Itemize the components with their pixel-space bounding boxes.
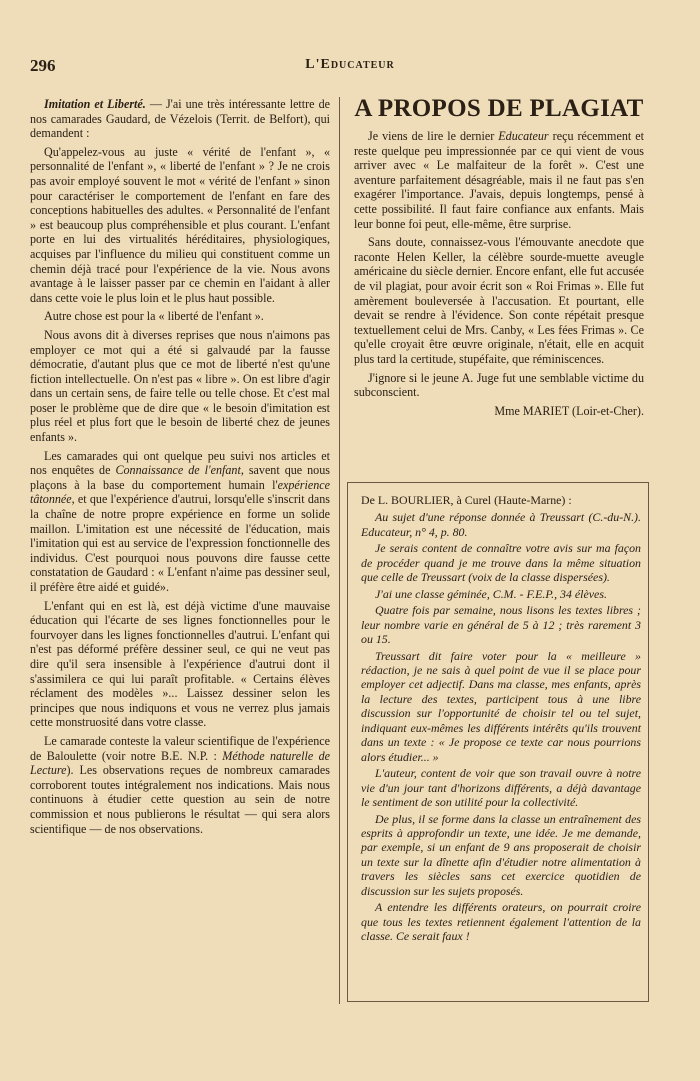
left-paragraph: Imitation et Liberté. — J'ai une très intéressante lettre de nos camarades Gaudard, de Vézelois (Territ. de Belfort), qui demandent :: [30, 97, 330, 141]
letter-paragraph: De plus, il se forme dans la classe un entraînement des esprits à approfondir un texte, une idée. Je me demande, par exemple, si un enfant de 9 ans proposerait de choisir un texte sur la dînette afin d'étudier notre alimentation à travers les siècles sans cet exercice quotidien de discussion sur les sujets proposés.: [361, 811, 641, 898]
letter-paragraph: Au sujet d'une réponse donnée à Treussart (C.-du-N.). Educateur, n° 4, p. 80.: [361, 510, 641, 539]
left-paragraph: Qu'appelez-vous au juste « vérité de l'enfant », « personnalité de l'enfant », « liberté de l'enfant » ? Je ne crois pas avoir employé souvent le mot « vérité de l'enfant » sinon pour caractériser le comportement de l'enfant en fare des conceptions habituelles des adultes. « Personnalité de l'enfant » est beaucoup plus compréhensible et plus courant. L'enfant porte en lui des virtualités héréditaires, physiologiques, acquises par l'influence du milieu qui constituent comme un chemin déjà tracé pour l'expérience de la vie. Nous avons avantage à le laisser passer par ce chemin en l'aidant à aller dans cette voie le plus loin et le plus haut possible.: [30, 144, 330, 305]
letter-paragraph: Treussart dit faire voter pour la « meilleure » rédaction, je ne sais à quel point de vue il se place pour employer cet adjectif. Dans ma classe, mes enfants, après la lecture des textes, participent tous à une libre discussion sur l'opportunité de choisir tel ou tel sujet, indiquant eux-mêmes les différents intérêts qu'ils trouvent dans un texte : « Je propose ce texte car nous pourrions alors étudier... »: [361, 648, 641, 764]
letter-paragraph: Je serais content de connaître votre avis sur ma façon de procéder quand je me trouve dans la même situation que celle de Treussart (voix de la classe dispersées).: [361, 541, 641, 585]
article-title: A PROPOS DE PLAGIAT: [354, 95, 644, 122]
right-paragraph: Je viens de lire le dernier Educateur reçu récemment et reste quelque peu impressionnée par ce qui vient de vous arriver avec « Le malfaiteur de la forêt ». C'est une aventure parfaitement désagréable, mais il ne faut pas s'en exagérer l'importance. J'avais, depuis longtemps, pensé à cette possibilité. Il faut faire confiance aux enfants. Mais leur bonne foi peut, elle-même, être surprise.: [354, 129, 644, 231]
letter-paragraph: Quatre fois par semaine, nous lisons les textes libres ; leur nombre varie en général de 5 à 12 ; très rarement 3 ou 15.: [361, 603, 641, 647]
right-paragraph: Sans doute, connaissez-vous l'émouvante anecdote que raconte Helen Keller, la célèbre sourde-muette aveugle américaine du siècle dernier. Encore enfant, elle fut accusée de vil plagiat, pour avoir écrit son « Roi Frimas ». Elle fut amèrement bouleversée à l'accusation. Et pourtant, elle devait se rendre à l'évidence. Son conte répétait presque textuellement celui de Mrs. Canby, « Les fées Frimas ». Ce qu'elle croyait être œuvre originale, n'était, elle en acquit plus tard la certitude, stupéfaite, que réminiscences.: [354, 235, 644, 366]
page-header: [30, 56, 670, 78]
left-paragraph: Le camarade conteste la valeur scientifique de l'expérience de Baloulette (voir notre B.E. N.P. : Méthode naturelle de Lecture). Les observations reçues de nombreux camarades corroborent toutes intégralement nos indications. Mais nous continuons à étudier cette question au sein de notre commission et nous publierons le résultat — qui sera alors scientifique — de nos observations.: [30, 733, 330, 836]
left-paragraph: L'enfant qui en est là, est déjà victime d'une mauvaise éducation qui l'écarte de ses lignes fonctionnelles pour le fourvoyer dans les lignes fonctionnelles d'autrui. L'enfant qui n'est pas déformé préfère dessiner seul, ce qui ne veut pas dire qu'il sera insensible à l'expérience d'autrui dont il s'assimilera ce qui lui paraît profitable. « Certains élèves réclament des modèles »... Laissez dessiner selon les principes que nous indiquons et vous ne verrez plus jamais cette monstruosité dans votre classe.: [30, 598, 330, 730]
journal-title: L'Educateur: [305, 57, 395, 72]
left-paragraph: Autre chose est pour la « liberté de l'enfant ».: [44, 309, 264, 324]
section-heading: Imitation et Liberté.: [44, 97, 146, 111]
signature: Mme MARIET (Loir-et-Cher).: [494, 403, 644, 418]
left-paragraph: Nous avons dit à diverses reprises que nous n'aimons pas employer ce mot qui a été si galvaudé par la fausse démocratie, d'autant plus que ce mot de liberté n'est qu'une fiction intellectuelle. On n'est pas « libre ». On est libre d'agir dans un certain sens, de faire telle ou telle chose. Et c'est mal poser le problème que de dire que « le besoin d'imitation est plus réel et plus fort que le besoin de liberté chez de jeunes enfants ».: [30, 327, 330, 445]
column-divider: [339, 97, 340, 1004]
left-paragraph: Les camarades qui ont quelque peu suivi nos articles et nos enquêtes de Connaissance de l'enfant, savent que nous plaçons à la base du comportement humain l'expérience tâtonnée, et que l'expérience d'autrui, lorsqu'elle s'inscrit dans la chaîne de notre propre expérience en forme un solide maillon. L'imitation est une nécessité de l'éducation, mais l'imitation qui est au service de l'expression fonctionnelle des individus. C'est pourquoi nous pouvons dire fausse cette constatation de Gaudard : « L'enfant n'aime pas dessiner seul, il préfère être aidé et guidé».: [30, 448, 330, 594]
right-paragraph: J'ignore si le jeune A. Juge fut une semblable victime du subconscient.: [354, 370, 644, 400]
letter-heading: De L. BOURLIER, à Curel (Haute-Marne) :: [361, 493, 572, 507]
left-column: [30, 97, 330, 840]
letter-box-content: [361, 493, 641, 946]
page-number: 296: [30, 56, 56, 75]
right-column: [354, 97, 644, 422]
letter-paragraph: L'auteur, content de voir que son travail ouvre à notre vie d'un jour tant d'horizons différents, a déjà davantage le sentiment de son utilité pour la collectivité.: [361, 766, 641, 810]
letter-paragraph: A entendre les différents orateurs, on pourrait croire que tous les textes retiennent également l'attention de la classe. Ce serait faux !: [361, 900, 641, 944]
letter-paragraph: J'ai une classe géminée, C.M. - F.E.P., 34 élèves.: [375, 586, 607, 601]
